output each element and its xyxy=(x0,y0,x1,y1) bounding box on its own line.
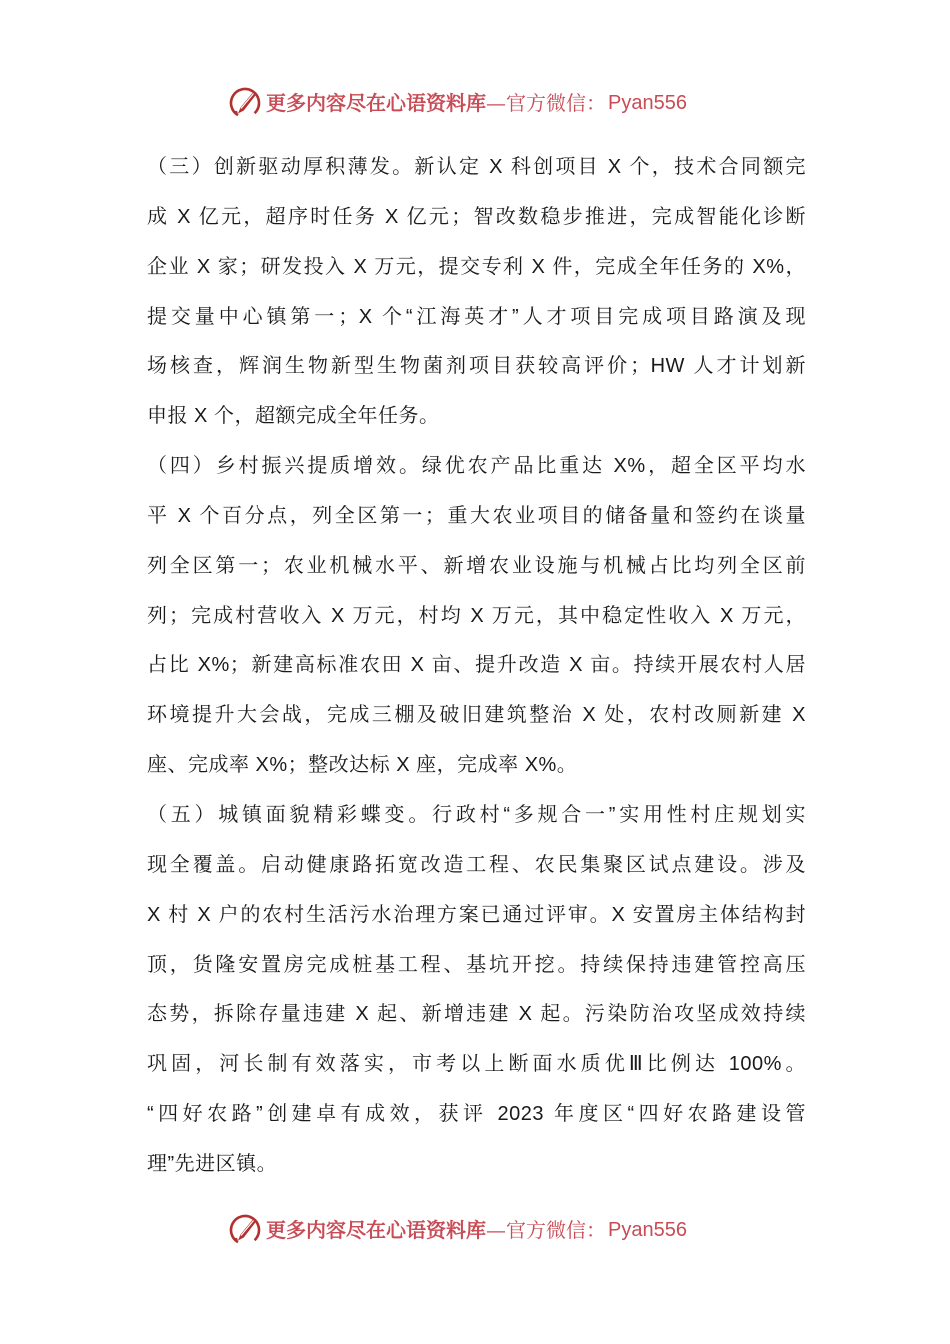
logo-icon xyxy=(228,86,262,120)
text-line: 企业 X 家；研发投入 X 万元，提交专利 X 件，完成全年任务的 X%， xyxy=(147,255,806,278)
text-line: （三）创新驱动厚积薄发。新认定 X 科创项目 X 个，技术合同额完 xyxy=(147,156,806,178)
text-line: 申报 X 个，超额完成全年任务。 xyxy=(147,405,440,428)
watermark-wechat-label: —官方微信： xyxy=(486,91,606,115)
document-body xyxy=(147,143,806,1190)
watermark-wechat-id: Pyan556 xyxy=(608,1219,687,1241)
text-line: 态势，拆除存量违建 X 起、新增违建 X 起。污染防治攻坚成效持续 xyxy=(147,1003,806,1026)
paragraph-town-appearance xyxy=(147,791,806,1190)
paragraph-rural-revitalization xyxy=(147,442,806,791)
watermark-wechat-label: —官方微信： xyxy=(486,1218,606,1242)
text-line: 提交量中心镇第一；X 个“江海英才”人才项目完成项目路演及现 xyxy=(147,305,806,328)
text-line: 巩固，河长制有效落实，市考以上断面水质优Ⅲ比例达 100%。 xyxy=(147,1053,806,1076)
text-line: 成 X 亿元，超序时任务 X 亿元；智改数稳步推进，完成智能化诊断 xyxy=(147,205,806,228)
text-line: （五）城镇面貌精彩蝶变。行政村“多规合一”实用性村庄规划实 xyxy=(147,803,806,826)
watermark-brand-text: 更多内容尽在心语资料库 xyxy=(266,91,486,115)
paragraph-innovation xyxy=(147,143,806,442)
text-line: 列全区第一；农业机械水平、新增农业设施与机械占比均列全区前 xyxy=(147,554,806,577)
text-line: 列；完成村营收入 X 万元，村均 X 万元，其中稳定性收入 X 万元， xyxy=(147,604,806,627)
text-line: 平 X 个百分点，列全区第一；重大农业项目的储备量和签约在谈量 xyxy=(147,504,806,527)
text-line: 场核查，辉润生物新型生物菌剂项目获较高评价；HW 人才计划新 xyxy=(147,355,806,378)
header-watermark xyxy=(228,86,687,120)
watermark-wechat-id: Pyan556 xyxy=(608,92,687,114)
footer-watermark xyxy=(228,1213,687,1247)
text-line: 环境提升大会战，完成三棚及破旧建筑整治 X 处，农村改厕新建 X xyxy=(147,704,806,727)
text-line: 顶，货隆安置房完成桩基工程、基坑开挖。持续保持违建管控高压 xyxy=(147,953,806,976)
text-line: X 村 X 户的农村生活污水治理方案已通过评审。X 安置房主体结构封 xyxy=(147,903,806,926)
logo-icon xyxy=(228,1213,262,1247)
text-line: 座、完成率 X%；整改达标 X 座，完成率 X%。 xyxy=(147,754,578,777)
text-line: （四）乡村振兴提质增效。绿优农产品比重达 X%，超全区平均水 xyxy=(147,455,806,478)
watermark-brand-text: 更多内容尽在心语资料库 xyxy=(266,1218,486,1242)
text-line: 现全覆盖。启动健康路拓宽改造工程、农民集聚区试点建设。涉及 xyxy=(147,853,806,876)
text-line: “四好农路”创建卓有成效，获评 2023 年度区“四好农路建设管 xyxy=(147,1103,806,1126)
text-line: 理”先进区镇。 xyxy=(147,1152,278,1175)
text-line: 占比 X%；新建高标准农田 X 亩、提升改造 X 亩。持续开展农村人居 xyxy=(147,654,806,677)
